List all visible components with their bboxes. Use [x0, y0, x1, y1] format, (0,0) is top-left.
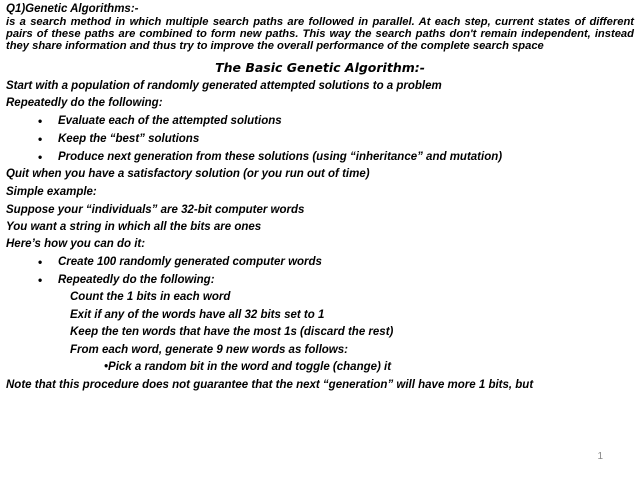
- text-line-repeat: Repeatedly do the following:: [6, 97, 163, 109]
- loop-step-next-generation: Produce next generation from these solutions (using “inheritance” and mutation): [58, 151, 503, 163]
- section-heading: The Basic Genetic Algorithm:-: [215, 60, 425, 75]
- bullet-icon: •: [38, 132, 43, 146]
- example-step-create: Create 100 randomly generated computer words: [58, 256, 322, 268]
- sub-step-keep-ten: Keep the ten words that have the most 1s (discard the rest): [70, 326, 394, 338]
- bullet-icon: •: [38, 255, 43, 269]
- loop-step-keep-best: Keep the “best” solutions: [58, 133, 200, 145]
- document-title: Q1)Genetic Algorithms:-: [6, 3, 139, 15]
- text-line-simple-example: Simple example:: [6, 186, 97, 198]
- bullet-icon: •: [38, 150, 43, 164]
- sub-step-count: Count the 1 bits in each word: [70, 291, 231, 303]
- loop-step-evaluate: Evaluate each of the attempted solutions: [58, 115, 282, 127]
- example-step-repeat: Repeatedly do the following:: [58, 274, 215, 286]
- text-line-start: Start with a population of randomly generated attempted solutions to a problem: [6, 80, 442, 92]
- bullet-icon: •: [38, 273, 43, 287]
- sub-step-generate: From each word, generate 9 new words as follows:: [70, 344, 348, 356]
- text-line-all-ones: You want a string in which all the bits are ones: [6, 221, 262, 233]
- page-number: 1: [597, 451, 603, 462]
- sub-step-exit: Exit if any of the words have all 32 bits set to 1: [70, 309, 325, 321]
- note-line: Note that this procedure does not guarantee that the next “generation” will have more 1 bits, but: [6, 379, 534, 391]
- sub-sub-step-toggle: •Pick a random bit in the word and toggle (change) it: [104, 361, 392, 373]
- text-line-quit: Quit when you have a satisfactory solution (or you run out of time): [6, 168, 370, 180]
- text-line-how-to: Here’s how you can do it:: [6, 238, 146, 250]
- intro-paragraph: is a search method in which multiple search paths are followed in parallel. At each step, current states of different pairs of these paths are combined to form new paths. This way the search paths don't remain independent, instead they share information and thus try to improve the overall performance of the complete search space: [6, 16, 634, 52]
- bullet-icon: •: [38, 114, 43, 128]
- text-line-individuals: Suppose your “individuals” are 32-bit computer words: [6, 204, 305, 216]
